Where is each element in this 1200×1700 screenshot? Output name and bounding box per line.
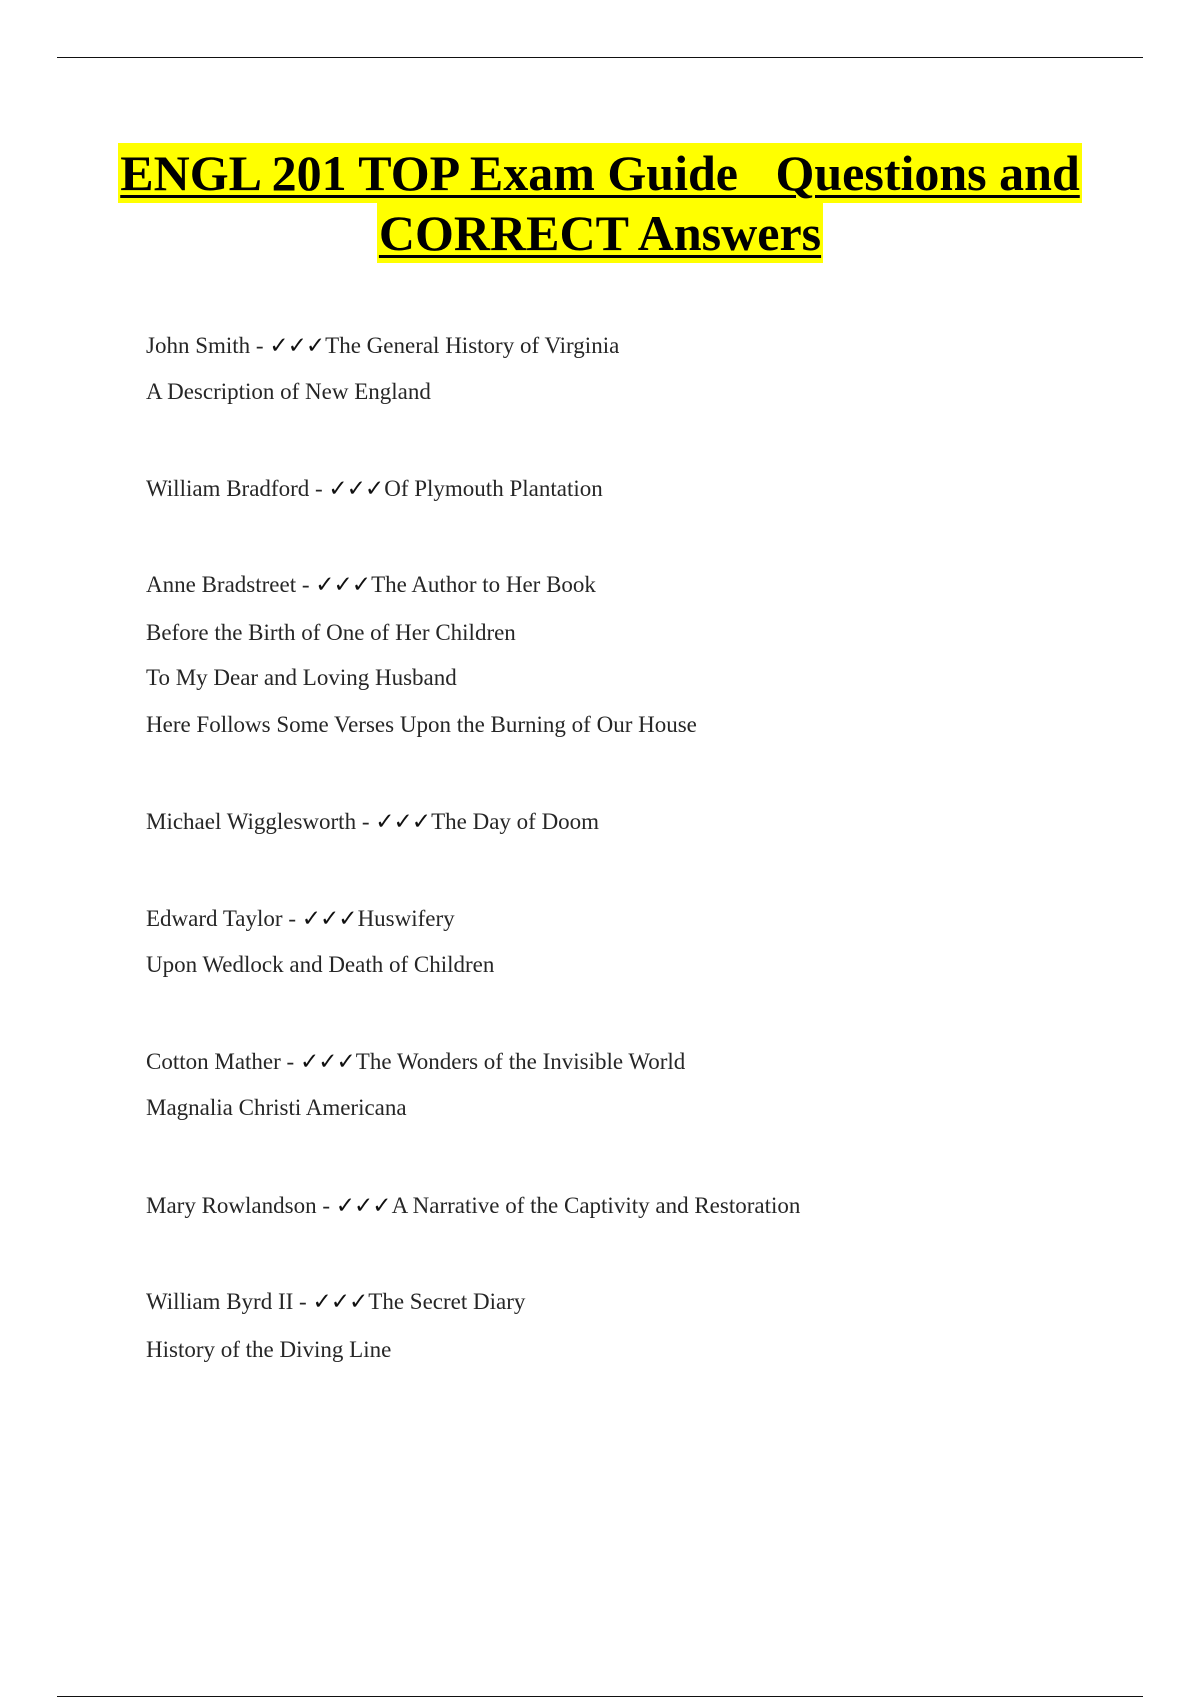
checkmark-icon: ✓✓✓ [315, 572, 371, 597]
entry-answer-line [146, 475, 603, 503]
entry-answer-line [146, 1192, 800, 1220]
work-title: History of the Diving Line [146, 1337, 392, 1362]
entry-answer-line [146, 808, 599, 836]
work-title: The Wonders of the Invisible World [355, 1049, 686, 1074]
checkmark-icon: ✓✓✓ [269, 333, 325, 358]
entry-answer-line [146, 332, 619, 360]
entry-answer-line [146, 571, 596, 599]
work-title: The Secret Diary [368, 1289, 526, 1314]
checkmark-icon: ✓✓✓ [312, 1289, 368, 1314]
bottom-rule [57, 1696, 1143, 1697]
author-name: John Smith - [146, 333, 270, 358]
work-title: The Author to Her Book [371, 572, 596, 597]
document-title [0, 143, 1200, 263]
work-title: To My Dear and Loving Husband [146, 665, 457, 690]
work-title: Upon Wedlock and Death of Children [146, 952, 495, 977]
entry-answer-line [146, 905, 455, 933]
work-title: A Description of New England [146, 379, 431, 404]
work-title: Before the Birth of One of Her Children [146, 620, 516, 645]
author-name: Edward Taylor - [146, 906, 302, 931]
top-rule [57, 57, 1143, 58]
author-name: Anne Bradstreet - [146, 572, 316, 597]
work-title: The Day of Doom [431, 809, 600, 834]
author-name: Cotton Mather - [146, 1049, 300, 1074]
checkmark-icon: ✓✓✓ [301, 906, 357, 931]
title-line-2: CORRECT Answers [378, 205, 822, 261]
entry-answer-line [146, 1288, 525, 1316]
author-name: Mary Rowlandson - [146, 1193, 336, 1218]
checkmark-icon: ✓✓✓ [299, 1049, 355, 1074]
work-title: A Narrative of the Captivity and Restoration [391, 1193, 801, 1218]
checkmark-icon: ✓✓✓ [335, 1193, 391, 1218]
author-name: Michael Wigglesworth - [146, 809, 376, 834]
author-name: William Byrd II - [146, 1289, 313, 1314]
work-title: Here Follows Some Verses Upon the Burning of Our House [146, 712, 697, 737]
entry-answer-line [146, 1048, 685, 1076]
checkmark-icon: ✓✓✓ [375, 809, 431, 834]
title-line-1: ENGL 201 TOP Exam Guide Questions and [120, 145, 1080, 201]
checkmark-icon: ✓✓✓ [328, 476, 384, 501]
work-title: Magnalia Christi Americana [146, 1095, 407, 1120]
work-title: Huswifery [357, 906, 455, 931]
work-title: The General History of Virginia [325, 333, 620, 358]
author-name: William Bradford - [146, 476, 329, 501]
work-title: Of Plymouth Plantation [384, 476, 603, 501]
